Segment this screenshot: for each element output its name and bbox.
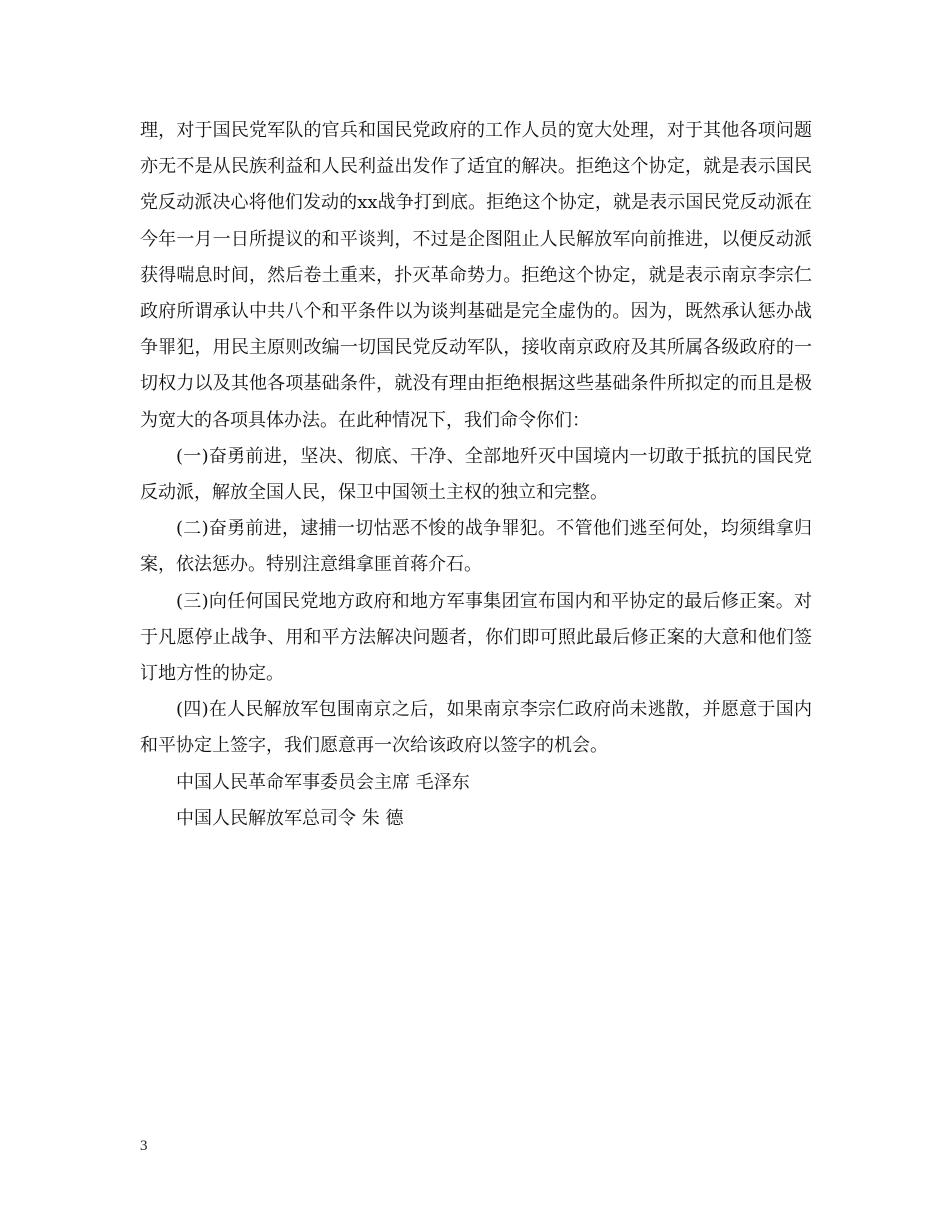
order-item-1: (一)奋勇前进，坚决、彻底、干净、全部地歼灭中国境内一切敢于抵抗的国民党反动派，解放全国人民，保卫中国领土主权的独立和完整。 [140, 445, 812, 504]
signature-chairman: 中国人民革命军事委员会主席 毛泽东 [176, 771, 470, 793]
page-number: 3 [140, 1138, 148, 1154]
body-paragraph-continuation: 理，对于国民党军队的官兵和国民党政府的工作人员的宽大处理，对于其他各项问题亦无不是从民族利益和人民利益出发作了适宜的解决。拒绝这个协定，就是表示国民党反动派决心将他们发动的xx战争打到底。拒绝这个协定，就是表示国民党反动派在今年一月一日所提议的和平谈判，不过是企图阻止人民解放军向前推进，以便反动派获得喘息时间，然后卷土重来，扑灭革命势力。拒绝这个协定，就是表示南京李宗仁政府所谓承认中共八个和平条件以为谈判基础是完全虚伪的。因为，既然承认惩办战争罪犯，用民主原则改编一切国民党反动军队，接收南京政府及其所属各级政府的一切权力以及其他各项基础条件，就没有理由拒绝根据这些基础条件所拟定的而且是极为宽大的各项具体办法。在此种情况下，我们命令你们： [140, 120, 812, 431]
order-item-4: (四)在人民解放军包围南京之后，如果南京李宗仁政府尚未逃散，并愿意于国内和平协定上签字，我们愿意再一次给该政府以签字的机会。 [140, 699, 812, 757]
order-item-3: (三)向任何国民党地方政府和地方军事集团宣布国内和平协定的最后修正案。对于凡愿停止战争、用和平方法解决问题者，你们即可照此最后修正案的大意和他们签订地方性的协定。 [140, 590, 812, 685]
signature-commander: 中国人民解放军总司令 朱 德 [176, 807, 404, 829]
document-body [140, 113, 812, 837]
order-item-2: (二)奋勇前进，逮捕一切怙恶不悛的战争罪犯。不管他们逃至何处，均须缉拿归案，依法惩办。特别注意缉拿匪首蒋介石。 [140, 518, 812, 576]
